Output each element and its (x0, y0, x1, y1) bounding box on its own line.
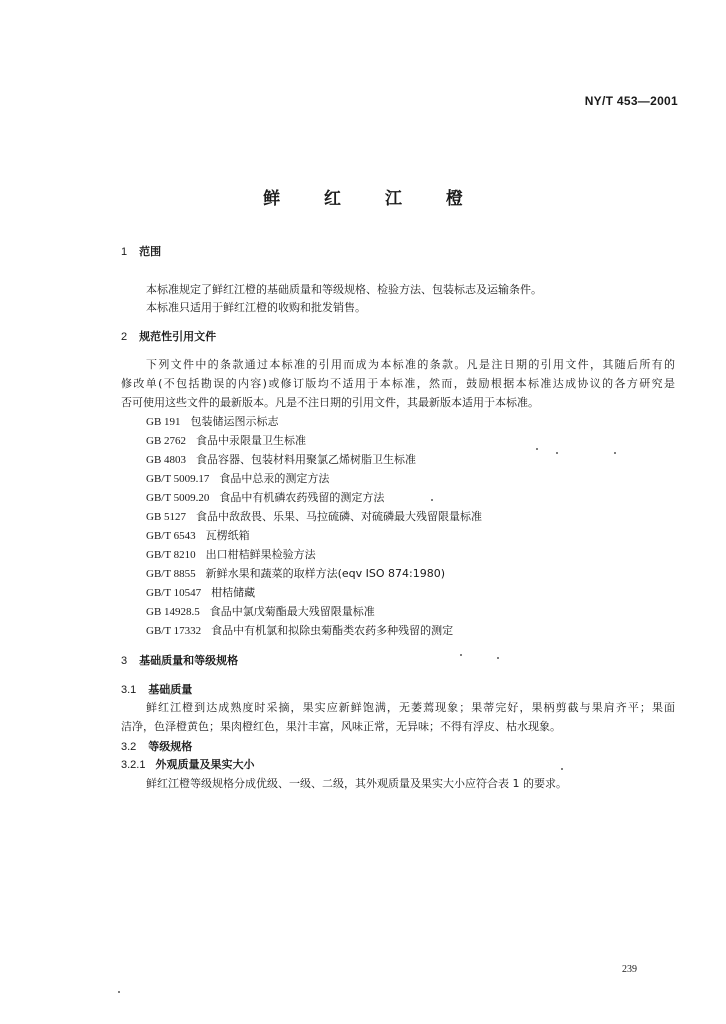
reference-item (146, 415, 279, 429)
reference-item (146, 510, 482, 524)
section-3-1-heading (121, 683, 192, 697)
section-number: 3 (121, 655, 128, 667)
reference-item (146, 624, 453, 638)
reference-code: GB 2762 (146, 435, 187, 447)
section-number: 1 (121, 246, 128, 258)
reference-code: GB 191 (146, 416, 181, 428)
document-title: 鲜 红 江 橙 (263, 189, 482, 209)
reference-title: 食品容器、包装材料用聚氯乙烯树脂卫生标准 (196, 453, 417, 466)
reference-code: GB/T 5009.20 (146, 492, 210, 504)
section-title: 基础质量和等级规格 (139, 654, 239, 667)
reference-item (146, 491, 384, 505)
scan-speck (460, 654, 462, 656)
reference-title: 包装储运图示标志 (190, 415, 279, 428)
section-number: 3.1 (121, 684, 137, 696)
section-2-para-line-2: 修改单(不包括勘误的内容)或修订版均不适用于本标准，然而，鼓励根据本标准达成协议的各方研究是 (121, 377, 675, 390)
section-title: 基础质量 (148, 683, 193, 696)
reference-code: GB/T 17332 (146, 625, 202, 637)
reference-code: GB 4803 (146, 454, 187, 466)
reference-item (146, 586, 255, 600)
section-1-line-1: 本标准规定了鲜红江橙的基础质量和等级规格、检验方法、包装标志及运输条件。 (146, 283, 542, 296)
reference-title: 柑桔储藏 (211, 586, 256, 599)
reference-item (146, 567, 445, 581)
section-2-para-line-3: 否可使用这些文件的最新版本。凡是不注日期的引用文件，其最新版本适用于本标准。 (121, 396, 539, 409)
section-1-line-2: 本标准只适用于鲜红江橙的收购和批发销售。 (146, 301, 366, 314)
reference-title: 食品中有机氯和拟除虫菊酯类农药多种残留的测定 (211, 624, 454, 637)
reference-title: 食品中敌敌畏、乐果、马拉硫磷、对硫磷最大残留限量标准 (196, 510, 483, 523)
reference-code: GB/T 6543 (146, 530, 196, 542)
reference-title: 食品中总汞的测定方法 (219, 472, 330, 485)
standard-code: NY/T 453—2001 (584, 94, 678, 108)
reference-code: GB/T 8855 (146, 568, 196, 580)
section-title: 外观质量及果实大小 (155, 758, 255, 771)
reference-code: GB 14928.5 (146, 606, 200, 618)
section-number: 3.2 (121, 741, 137, 753)
section-3-2-1-line-1: 鲜红江橙等级规格分成优级、一级、二级，其外观质量及果实大小应符合表 1 的要求。 (146, 777, 567, 790)
scan-speck (536, 448, 538, 450)
section-2-para-line-1: 下列文件中的条款通过本标准的引用而成为本标准的条款。凡是注日期的引用文件，其随后所有的 (146, 358, 675, 371)
reference-title: 出口柑桔鲜果检验方法 (205, 548, 316, 561)
reference-title: 食品中氯戊菊酯最大残留限量标准 (209, 605, 375, 618)
reference-title: 食品中汞限量卫生标准 (196, 434, 307, 447)
scan-speck (556, 452, 558, 454)
reference-title: 新鲜水果和蔬菜的取样方法(eqv ISO 874:1980) (205, 567, 446, 580)
reference-code: GB/T 8210 (146, 549, 196, 561)
reference-item (146, 605, 375, 619)
scan-speck (118, 991, 120, 993)
reference-code: GB/T 5009.17 (146, 473, 210, 485)
section-title: 等级规格 (148, 740, 193, 753)
section-number: 2 (121, 331, 128, 343)
reference-code: GB/T 10547 (146, 587, 202, 599)
section-title: 范围 (139, 245, 162, 258)
reference-item (146, 548, 316, 562)
reference-item (146, 529, 250, 543)
section-number: 3.2.1 (121, 759, 146, 771)
section-3-heading (121, 654, 238, 668)
section-1-heading (121, 245, 161, 259)
section-2-heading (121, 330, 216, 344)
scan-speck (431, 499, 433, 501)
page-number: 239 (622, 964, 637, 975)
reference-code: GB 5127 (146, 511, 187, 523)
reference-title: 食品中有机磷农药残留的测定方法 (219, 491, 385, 504)
section-3-1-para-line-2: 洁净，色泽橙黄色；果肉橙红色，果汁丰富，风味正常，无异味；不得有浮皮、枯水现象。 (121, 720, 561, 733)
scan-speck (561, 768, 563, 770)
section-title: 规范性引用文件 (139, 330, 217, 343)
scan-speck (497, 657, 499, 659)
section-3-2-1-heading (121, 758, 254, 772)
section-3-1-para-line-1: 鲜红江橙到达成熟度时采摘，果实应新鲜饱满，无萎蔫现象；果蒂完好，果柄剪截与果肩齐平；果面 (146, 701, 675, 714)
section-3-2-heading (121, 740, 192, 754)
scan-speck (614, 452, 616, 454)
reference-item (146, 472, 329, 486)
reference-item (146, 434, 306, 448)
reference-title: 瓦楞纸箱 (205, 529, 250, 542)
reference-item (146, 453, 416, 467)
